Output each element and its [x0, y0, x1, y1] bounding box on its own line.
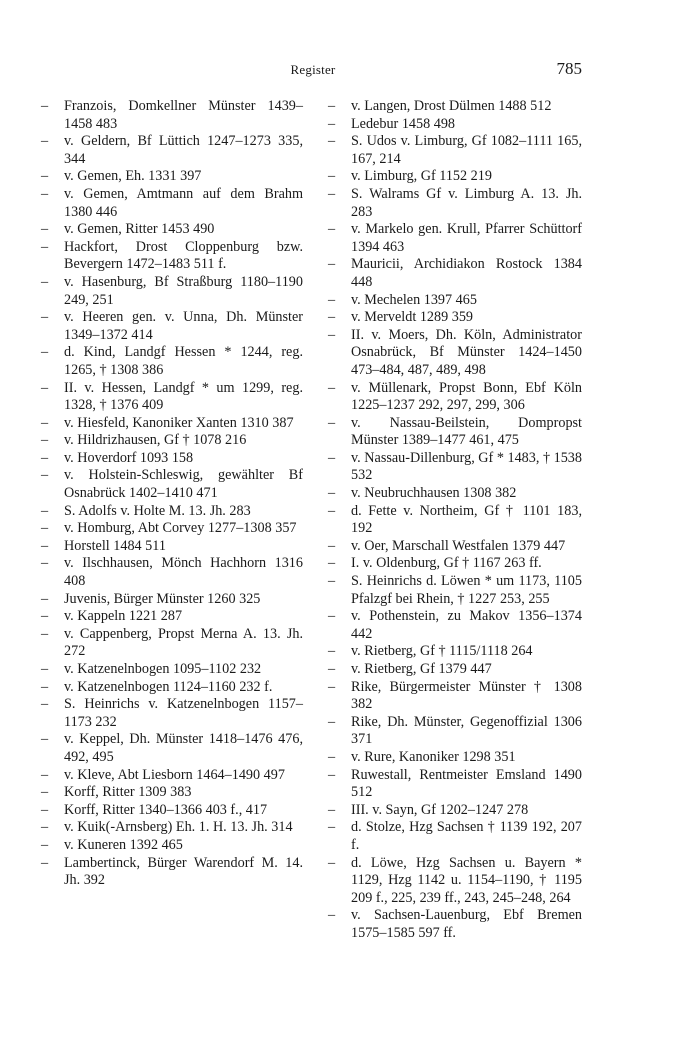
entry-dash: – — [41, 608, 49, 625]
register-entry — [328, 379, 586, 415]
register-entry — [41, 503, 303, 521]
entry-dash: – — [41, 819, 49, 836]
entry-dash: – — [41, 185, 49, 202]
entry-dash: – — [41, 449, 49, 466]
register-entry — [328, 713, 586, 749]
entry-text: v. Mechelen 1397 465 — [351, 291, 477, 308]
entry-text: S. Udos v. Limburg, Gf 1082–1111 165, 167, 214 — [351, 133, 586, 167]
entry-text: d. Stolze, Hzg Sachsen † 1139 192, 207 f. — [351, 819, 586, 853]
entry-dash: – — [41, 344, 49, 361]
entry-text: v. Merveldt 1289 359 — [351, 309, 474, 326]
entry-dash: – — [41, 414, 49, 431]
register-entry — [41, 273, 307, 309]
register-entry — [328, 256, 586, 291]
entry-text: v. Hasenburg, Bf Straßburg 1180–1190 249, 251 — [64, 273, 307, 308]
entry-dash: – — [328, 291, 336, 308]
entry-dash: – — [328, 485, 336, 502]
entry-dash: – — [41, 168, 49, 185]
register-entry — [41, 767, 303, 785]
entry-text: v. Ilschhausen, Mönch Hachhorn 1316 408 — [64, 555, 307, 590]
entry-dash: – — [328, 379, 336, 396]
entry-text: Rike, Bürgermeister Münster † 1308 382 — [351, 678, 586, 713]
entry-dash: – — [41, 661, 49, 677]
entry-text: d. Fette v. Northeim, Gf † 1101 183, 192 — [351, 502, 586, 537]
register-entry — [328, 116, 582, 134]
entry-text: S. Heinrichs v. Katzenelnbogen 1157–1173 232 — [64, 696, 303, 730]
entry-text: Korff, Ritter 1309 383 — [64, 784, 192, 801]
register-entry — [41, 133, 307, 168]
register-column-left — [41, 98, 307, 890]
register-entry — [41, 168, 303, 186]
entry-dash: – — [41, 836, 49, 853]
register-entry — [328, 555, 582, 573]
entry-text: S. Walrams Gf v. Limburg A. 13. Jh. 283 — [351, 185, 586, 220]
entry-dash: – — [328, 98, 336, 114]
entry-dash: – — [328, 115, 336, 132]
entry-text: v. Sachsen-Lauenburg, Ebf Bremen 1575–1585 597 ff. — [351, 907, 586, 941]
register-entry — [328, 643, 582, 661]
entry-text: Ruwestall, Rentmeister Emsland 1490 512 — [351, 766, 586, 801]
entry-text: v. Holstein-Schleswig, gewählter Bf Osnabrück 1402–1410 471 — [64, 467, 307, 502]
entry-text: I. v. Oldenburg, Gf † 1167 263 ff. — [351, 555, 542, 572]
register-entry — [328, 292, 582, 310]
register-entry — [41, 784, 303, 802]
register-entry — [328, 573, 586, 608]
register-entry — [41, 344, 307, 379]
entry-text: v. Heeren gen. v. Unna, Dh. Münster 1349–1372 414 — [64, 309, 307, 343]
entry-text: v. Nassau-Dillenburg, Gf * 1483, † 1538 532 — [351, 449, 586, 484]
entry-dash: – — [41, 98, 49, 114]
register-entry — [41, 819, 303, 837]
entry-text: II. v. Moers, Dh. Köln, Administrator Osnabrück, Bf Münster 1424–1450 473–484, 487, 489, 498 — [351, 326, 586, 378]
entry-text: v. Gemen, Amtmann auf dem Brahm 1380 446 — [64, 185, 307, 220]
register-entry — [41, 450, 303, 468]
register-entry — [328, 766, 586, 802]
entry-dash: – — [328, 133, 336, 150]
entry-dash: – — [328, 326, 336, 343]
entry-text: Hackfort, Drost Cloppenburg bzw. Bevergern 1472–1483 511 f. — [64, 238, 307, 273]
entry-text: v. Kleve, Abt Liesborn 1464–1490 497 — [64, 766, 285, 783]
entry-dash: – — [328, 748, 336, 765]
entry-text: v. Kuik(-Arnsberg) Eh. 1. H. 13. Jh. 314 — [64, 819, 293, 836]
entry-dash: – — [328, 573, 336, 590]
entry-dash: – — [328, 502, 336, 519]
entry-text: v. Rietberg, Gf 1379 447 — [351, 661, 492, 677]
entry-dash: – — [328, 907, 336, 924]
entry-text: v. Langen, Drost Dülmen 1488 512 — [351, 98, 552, 114]
entry-dash: – — [328, 555, 336, 572]
entry-text: v. Keppel, Dh. Münster 1418–1476 476, 492, 495 — [64, 731, 307, 765]
entry-text: v. Gemen, Eh. 1331 397 — [64, 168, 202, 185]
register-entry — [41, 309, 307, 344]
register-entry — [328, 608, 586, 643]
register-entry — [328, 98, 582, 116]
entry-text: Franzois, Domkellner Münster 1439–1458 483 — [64, 98, 303, 132]
entry-dash: – — [41, 801, 49, 818]
entry-text: III. v. Sayn, Gf 1202–1247 278 — [351, 801, 529, 818]
entry-dash: – — [41, 678, 49, 695]
entry-text: Korff, Ritter 1340–1366 403 f., 417 — [64, 801, 268, 818]
entry-dash: – — [328, 854, 336, 871]
register-entry — [41, 238, 307, 274]
entry-dash: – — [328, 309, 336, 326]
register-entry — [328, 502, 586, 538]
entry-dash: – — [328, 449, 336, 466]
entry-dash: – — [41, 555, 49, 572]
entry-text: v. Hiesfeld, Kanoniker Xanten 1310 387 — [64, 414, 294, 431]
register-entry — [328, 678, 586, 714]
entry-dash: – — [41, 766, 49, 783]
register-entry — [41, 538, 303, 556]
entry-dash: – — [328, 221, 336, 238]
register-column-right — [328, 98, 586, 943]
entry-text: v. Kappeln 1221 287 — [64, 608, 183, 625]
entry-dash: – — [41, 625, 49, 642]
entry-dash: – — [41, 467, 49, 484]
entry-dash: – — [41, 590, 49, 607]
entry-dash: – — [41, 854, 49, 871]
entry-text: Juvenis, Bürger Münster 1260 325 — [64, 590, 261, 607]
entry-dash: – — [41, 731, 49, 748]
register-entry — [41, 731, 307, 766]
entry-text: Horstell 1484 511 — [64, 537, 166, 554]
page-number: 785 — [556, 59, 582, 78]
entry-dash: – — [41, 133, 49, 150]
entry-text: v. Markelo gen. Krull, Pfarrer Schüttorf 1394 463 — [351, 221, 586, 255]
entry-text: S. Heinrichs d. Löwen * um 1173, 1105 Pfalzgf bei Rhein, † 1227 253, 255 — [351, 573, 586, 607]
entry-dash: – — [328, 608, 336, 625]
entry-dash: – — [41, 309, 49, 326]
register-entry — [41, 625, 307, 661]
entry-dash: – — [328, 661, 336, 677]
register-entry — [328, 802, 582, 820]
register-entry — [328, 414, 586, 450]
entry-dash: – — [328, 819, 336, 836]
page-header — [0, 59, 700, 82]
entry-dash: – — [41, 273, 49, 290]
entry-text: v. Katzenelnbogen 1095–1102 232 — [64, 661, 262, 677]
register-entry — [41, 591, 303, 609]
entry-dash: – — [41, 221, 49, 238]
register-entry — [41, 555, 307, 590]
register-entry — [328, 326, 586, 380]
register-entry — [328, 907, 586, 942]
register-entry — [328, 661, 582, 679]
entry-text: II. v. Hessen, Landgf * um 1299, reg. 1328, † 1376 409 — [64, 379, 307, 414]
register-entry — [41, 185, 307, 221]
register-entry — [41, 679, 303, 697]
register-entry — [328, 168, 582, 186]
entry-dash: – — [41, 432, 49, 449]
register-entry — [41, 608, 303, 626]
entry-dash: – — [328, 643, 336, 660]
register-entry — [328, 185, 586, 221]
entry-text: v. Hoverdorf 1093 158 — [64, 449, 194, 466]
entry-text: v. Rure, Kanoniker 1298 351 — [351, 748, 516, 765]
entry-text: v. Oer, Marschall Westfalen 1379 447 — [351, 537, 566, 554]
register-entry — [41, 98, 303, 133]
entry-text: v. Pothenstein, zu Makov 1356–1374 442 — [351, 608, 586, 642]
register-entry — [41, 379, 307, 415]
entry-text: Ledebur 1458 498 — [351, 115, 456, 132]
entry-dash: – — [41, 379, 49, 396]
entry-dash: – — [328, 256, 336, 273]
register-entry — [41, 221, 303, 239]
register-entry — [328, 538, 582, 556]
entry-text: d. Kind, Landgf Hessen * 1244, reg. 1265, † 1308 386 — [64, 344, 307, 378]
entry-dash: – — [41, 784, 49, 801]
register-entry — [328, 485, 582, 503]
entry-text: v. Homburg, Abt Corvey 1277–1308 357 — [64, 520, 297, 537]
entry-text: v. Gemen, Ritter 1453 490 — [64, 221, 215, 238]
running-title: Register — [290, 62, 336, 77]
register-entry — [328, 221, 586, 256]
entry-text: v. Nassau-Beilstein, Dompropst Münster 1389–1477 461, 475 — [351, 414, 586, 449]
entry-text: d. Löwe, Hzg Sachsen u. Bayern * 1129, Hzg 1142 u. 1154–1190, † 1195 209 f., 225, 239 ff., 243, 245–248, 264 — [351, 854, 586, 906]
entry-dash: – — [328, 537, 336, 554]
entry-dash: – — [328, 414, 336, 431]
register-entry — [328, 854, 586, 908]
register-entry — [41, 854, 307, 890]
entry-text: v. Neubruchhausen 1308 382 — [351, 485, 517, 502]
entry-text: v. Geldern, Bf Lüttich 1247–1273 335, 344 — [64, 133, 307, 167]
entry-text: v. Kuneren 1392 465 — [64, 836, 183, 853]
register-entry — [41, 467, 307, 502]
entry-text: Rike, Dh. Münster, Gegenoffizial 1306 371 — [351, 713, 586, 748]
register-entry — [41, 661, 303, 679]
register-entry — [41, 520, 303, 538]
entry-text: v. Rietberg, Gf † 1115/1118 264 — [351, 643, 533, 660]
register-entry — [41, 432, 303, 450]
entry-text: v. Hildrizhausen, Gf † 1078 216 — [64, 432, 247, 449]
entry-dash: – — [328, 766, 336, 783]
entry-text: v. Müllenark, Propst Bonn, Ebf Köln 1225–1237 292, 297, 299, 306 — [351, 379, 586, 414]
register-entry — [41, 837, 303, 855]
entry-dash: – — [41, 502, 49, 519]
register-entry — [41, 415, 303, 433]
entry-dash: – — [328, 185, 336, 202]
entry-dash: – — [328, 678, 336, 695]
register-entry — [328, 309, 582, 327]
entry-text: v. Cappenberg, Propst Merna A. 13. Jh. 272 — [64, 625, 307, 660]
register-entry — [328, 133, 586, 168]
entry-dash: – — [328, 168, 336, 185]
entry-dash: – — [328, 801, 336, 818]
entry-text: v. Limburg, Gf 1152 219 — [351, 168, 492, 185]
entry-text: Mauricii, Archidiakon Rostock 1384 448 — [351, 256, 586, 290]
entry-dash: – — [41, 520, 49, 537]
entry-text: v. Katzenelnbogen 1124–1160 232 f. — [64, 678, 273, 695]
entry-text: S. Adolfs v. Holte M. 13. Jh. 283 — [64, 502, 251, 519]
register-entry — [328, 449, 586, 485]
register-entry — [328, 749, 582, 767]
entry-text: Lambertinck, Bürger Warendorf M. 14. Jh. 392 — [64, 854, 307, 889]
entry-dash: – — [41, 696, 49, 713]
entry-dash: – — [328, 713, 336, 730]
register-entry — [328, 819, 586, 854]
register-entry — [41, 696, 303, 731]
register-entry — [41, 802, 303, 820]
entry-dash: – — [41, 238, 49, 255]
entry-dash: – — [41, 537, 49, 554]
